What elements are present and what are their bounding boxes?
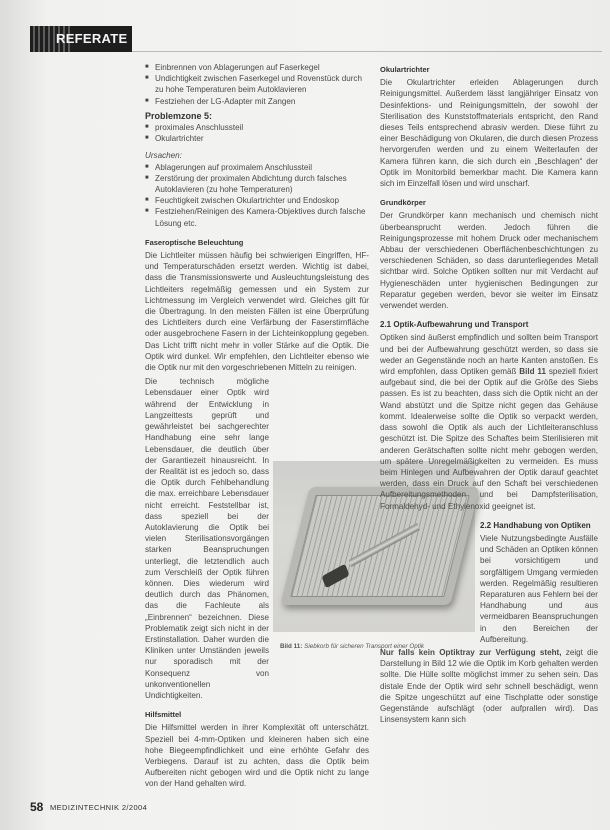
bullet-list-top	[145, 62, 369, 107]
grund-paragraph: Der Grundkörper kann mechanisch und chemisch nicht überbeansprucht werden. Jedoch führen die Reinigungsprozesse mit hohem Druck oder mechanischem Abbau der verschiedenen Oberflächenbeschichtungen zu verschiedenen Schäden, so dass darunterliegendes Metall sichtbar wird. Solche Optiken sollten nur mit Verdacht auf Hygieneschäden unter hygienischen Bedingungen zur Reparatur gegeben werden, bevor sie weiter im Einsatz verwendet werden.	[380, 211, 598, 311]
section-2-2-heading: 2.2 Handhabung von Optiken	[480, 520, 591, 530]
list-item: ■ Okulartrichter	[145, 133, 369, 144]
okular-paragraph: Die Okulartrichter erleiden Ablagerungen durch Reinigungsmittel. Außerdem lässt langjähriger Einsatz von Desinfektions- und Reinigungsmitteln, der sowohl der Sterilisation des Kunststoffmaterials entspricht, den Rand dieses Teils entsprechend abrasiv werden. Diese führt zu einer Beschädigung von Okularen, die durch diesen Prozess hervorgerufen werden und zu einem Weiterlaufen der Kamera führen kann, die sich durch ein „Beschlagen“ der Optik im Monitorbild bemerkbar macht. Die Kamera kann sich im Einzelfall lösen und wird unscharf.	[380, 78, 598, 189]
list-item: ■ Zerstörung der proximalen Abdichtung durch falsches Autoklavieren (zu hohe Temperaturen)	[145, 173, 369, 195]
okular-heading: Okulartrichter	[380, 65, 430, 74]
list-item: ■ proximales Anschlussteil	[145, 122, 369, 133]
problemzone-heading: Problemzone 5:	[145, 110, 213, 121]
fiber-heading: Faseroptische Beleuchtung	[145, 237, 244, 247]
s21-text-tail: speziell fixiert aufgebaut sind, die bei der Optik auf die Größe des Siebs passen. Es ist zu beachten, dass sich die Optik nicht an der Wand abstützt und die Spitze nicht gegen das Gehäuse kommt. Idealerweise sollte die Optik so verpackt werden, dass sowohl die Optik als auch der Lichtleiteranschluss geschützt ist. Die Spitze des Schaftes beim Sterilisieren mit anderen Gerätschaften sollte nicht mehr gebogen werden, um spätere Unregelmäßigkeiten zu vermeiden. Es muss beim Hinlegen und Aufbewahren der Optik darauf geachtet werden, dass ein Druck auf den Schaft bei verschiedenen Aufbereitungsmethoden und bei Dampfsterilisation, Formaldehyd- und Ethylenoxid geeignet ist.	[380, 367, 598, 511]
ursachen-list	[145, 162, 369, 229]
caption-text: Siebkorb für sicheren Transport einer Optik	[304, 643, 425, 650]
section-2-1-paragraph	[380, 332, 598, 511]
fiber-paragraph-2: Die technisch mögliche Lebensdauer einer Optik wird während der Entwicklung in Langzeittests geprüft und gewährleistet bei sachgerechter Handhabung eine sehr lange Lebensdauer, die deutlich über der Garantiezeit hinausreicht. In der Realität ist es jedoch so, dass die Optik durch Fehlbehandlung die max. erreichbare Lebensdauer nicht erreicht. Feststellbar ist, dass speziell bei der Autoklavierung die Optik bei vielen Sterilisationsvorgängen starken Beanspruchungen unterliegt, die letztendlich auch zum Verschleiß der Optik führen können. Dies wiederum wird deutlich durch das Phänomen, das die Fachleute als „Einbrennen“ bezeichnen. Diese Problematik zeigt sich nicht in der Erstinstallation. Daher wurden die Kliniken unter Umständen jeweils nur sporadisch mit der Konsequenz von unkonventionellen Undichtigkeiten.	[145, 377, 269, 700]
hilfsmittel-heading: Hilfsmittel	[145, 710, 182, 720]
s22-text: zeigt die Darstellung in Bild 12 wie die Optik im Korb gehalten werden sollte. Die Hülle sollte möglichst immer zu sehen sein. Das distale Ende der Optik wird sehr schnell beschädigt, wenn die Spitze ungeschützt auf eine Tischplatte oder sonstige Gegenstände aufschlägt (oder aufprallen wird). Das Linsensystem kann sich	[380, 647, 598, 725]
list-item: ■ Feuchtigkeit zwischen Okulartrichter und Endoskop	[145, 195, 369, 206]
section-title: REFERATE	[56, 31, 128, 46]
right-column	[380, 64, 598, 725]
figure-reference: Bild 11	[519, 367, 546, 377]
list-item: ■ Ablagerungen auf proximalem Anschlussteil	[145, 162, 369, 173]
fiber-paragraph-1: Die Lichtleiter müssen häufig bei schwierigen Eingriffen, HF- und Temperaturschäden ersetzt werden. Wichtig ist dabei, dass die Transmissionswerte und Ausleuchtungsleistung des Lichtleiters regelmäßig gemessen und ein System zur Lichtmessung im Vergleich verwendet wird. Gleiches gilt für die Übertragung. In den meisten Fällen ist eine Überprüfung des Lichtleiters durch eine Verfärbung der Faserstirnfläche oder ausgebrochene Fasern in der Lichteinkopplung gegeben. Das Licht trifft nicht mehr in voller Stärke auf die Optik. Die Optik wird dunkel. Wir empfehlen, den Lichtleiter ebenso wie die Optik nur mit den vorgeschriebenen Mitteln zu reinigen.	[145, 251, 369, 373]
section-2-2-bold-paragraph	[380, 647, 598, 725]
caption-label: Bild 11:	[280, 643, 303, 650]
list-item: ■ Einbrennen von Ablagerungen auf Faserkegel	[145, 62, 369, 73]
list-item: ■ Undichtigkeit zwischen Faserkegel und Rovenstück durch zu hohe Temperaturen beim Autoklavieren	[145, 73, 369, 95]
s22-bold-lead: Nur falls kein Optiktray zur Verfügung steht,	[380, 647, 562, 657]
journal-name: MEDIZINTECHNIK 2/2004	[50, 803, 148, 812]
ursachen-label: Ursachen:	[145, 151, 182, 161]
list-item: ■ Festziehen/Reinigen des Kamera-Objektives durch falsche Lösung etc.	[145, 206, 369, 228]
hilfsmittel-paragraph: Die Hilfsmittel werden in ihrer Komplexität oft unterschätzt. Speziell bei 4-mm-Optiken und kleineren haben sich eine hohe Biegeempfindlichkeit und eine erhöhte Gefahr des Verbiegens. Darauf ist zu achten, dass die Optik beim Aufbereiten nicht gebogen wird und die Optik nicht zu lange von der Hand gehalten wird.	[145, 723, 369, 789]
section-2-1-heading: 2.1 Optik-Aufbewahrung und Transport	[380, 320, 529, 330]
grund-heading: Grundkörper	[380, 198, 426, 208]
section-2-2-paragraph: Viele Nutzungsbedingte Ausfälle und Schäden an Optiken können bei vorsichtigem und sorgfältigem Umgang vermieden werden. Regelmäßig resultieren Reparaturen aus Fehlern bei der Handhabung und aus vermeidbaren Beanspruchungen in den Bereichen der Aufbereitung.	[480, 533, 598, 644]
header-divider	[132, 51, 602, 52]
page-number: 58	[30, 800, 44, 814]
list-item: ■ Festziehen der LG-Adapter mit Zangen	[145, 96, 369, 107]
problemzone-list	[145, 122, 369, 144]
s21-text: Optiken sind äußerst empfindlich und sollten beim Transport und bei der Aufbewahrung geschützt werden, so dass sie weder an Gegenstände noch an harte Kanten anstoßen. Es wird empfohlen, dass Optiken gemäß	[380, 333, 598, 377]
left-column	[145, 62, 369, 790]
